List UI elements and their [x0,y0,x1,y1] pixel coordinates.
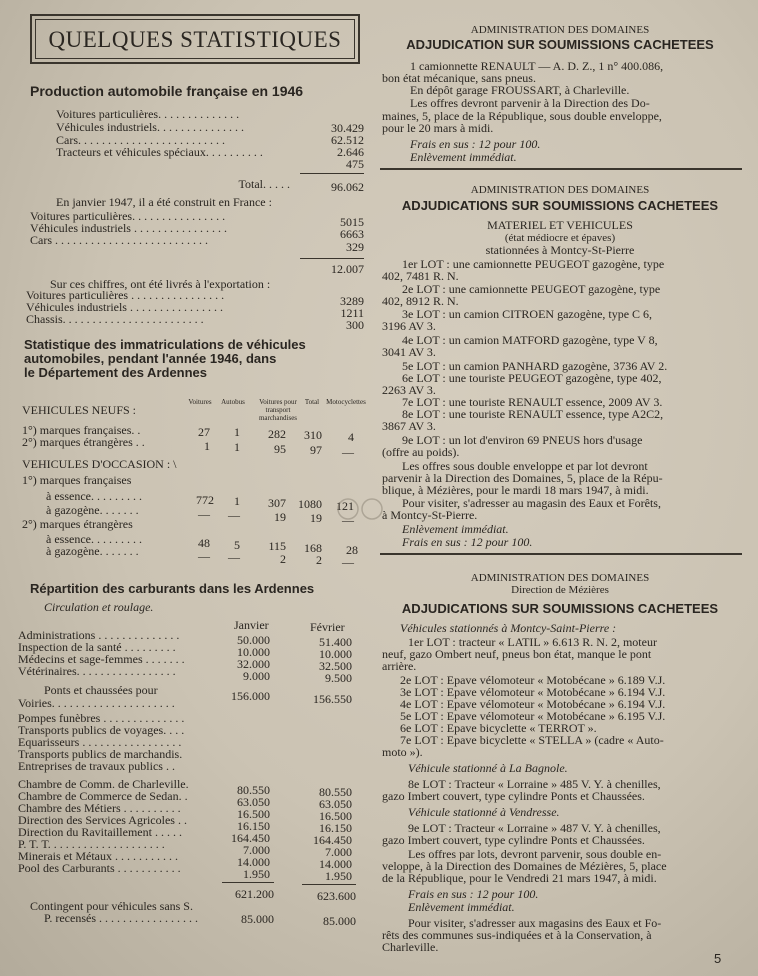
ad2-line: (offre au poids). [382,445,460,459]
carburants-cell: 80.550 [319,785,352,799]
ad3-line: 7e LOT : Epave bicyclette « STELLA » (cadre « Auto- [400,733,664,747]
ad1-line: maines, 5, place de la République, sous double enveloppe, [382,109,662,123]
ad1-line: pour le 20 mars à midi. [382,121,494,135]
carburants-row-label: Minerais et Métaux . . . . . . . . . . . [18,849,178,863]
carburants-row-label: Voiries. . . . . . . . . . . . . . . . . . . . . [18,696,175,710]
carburants-row-label: Transports publics de voyages. . . . [18,723,185,737]
production-row-value: 30.429 [331,121,364,135]
immat-cell: 1 [234,425,240,439]
ad2-line: 3041 AV 3. [382,345,436,359]
immat-heading-line: Statistique des immatriculations de véhicules [24,337,306,352]
page-number: 5 [714,951,722,966]
immat-col-header: Motocyclettes [326,398,366,406]
ad1-line: Les offres devront parvenir à la Direction des Do- [410,96,650,110]
carburants-heading: Répartition des carburants dans les Ardennes [30,581,315,596]
ad2-line: 1er LOT : une camionnette PEUGEOT gazogène, type [402,257,665,271]
contingent-jan: 85.000 [241,912,274,926]
carburants-row-label: Direction des Services Agricoles . . [18,813,187,827]
ad3-line: Charleville. [382,940,439,954]
ad2-enlevement: Enlèvement immédiat. [402,522,509,536]
immat-cell: 1 [234,494,240,508]
ad1-line: 1 camionnette RENAULT — A. D. Z., 1 n° 400.086, [410,59,664,73]
immat-occ-et-label: 2°) marques étrangères [22,517,133,531]
ad2-line: parvenir à la Direction des Domaines, 5, place de la Répu- [382,471,663,485]
ad3-frais: Frais en sus : 12 pour 100. [408,887,539,901]
ad2-line: 2e LOT : une camionnette PEUGEOT gazogène, type [402,282,661,296]
carburants-cell: 7.000 [243,843,270,857]
production-total-rule [300,173,364,174]
january-row-label: Véhicules industriels . . . . . . . . . . . . . . . . [30,221,227,235]
carburants-cell: 63.050 [319,797,352,811]
january-row-value: 329 [346,240,364,254]
page-title: QUELQUES STATISTIQUES [48,27,342,52]
ad3-sub1: Véhicules stationnés à Montcy-Saint-Pierre : [400,621,617,635]
immat-col-header: Autobus [221,398,245,406]
immat-col-header: Voitures pour transport marchandises [258,398,298,422]
ad3-sub2: Véhicule stationné à La Bagnole. [408,761,568,775]
ad3-line: 4e LOT : Epave vélomoteur « Motobécane » 6.194 V.J. [400,697,666,711]
january-row-value: 5015 [340,215,364,229]
production-total-value: 96.062 [331,180,364,194]
ad2-line: 4e LOT : un camion MATFORD gazogène, type V 8, [402,333,658,347]
ad2-heading: ADJUDICATIONS SUR SOUMISSIONS CACHETEES [401,198,719,213]
ad1-separator [380,168,742,170]
ad2-line: 9e LOT : un lot d'environ 69 PNEUS hors d'usage [402,433,643,447]
ad2-line: 3e LOT : un camion CITROEN gazogène, type C 6, [402,307,653,321]
immat-cell: 95 [274,442,286,456]
ad2-line: 8e LOT : une touriste RENAULT essence, type A2C2, [402,407,664,421]
immat-cell: 121 [336,499,354,513]
immat-cell: — [342,513,354,527]
carburants-cell: 164.450 [231,831,270,845]
carburants-sum-rule-feb [302,884,356,885]
export-row-value: 300 [346,318,364,332]
carburants-row-label: Vétérinaires. . . . . . . . . . . . . . . . . [18,664,176,678]
production-row-value: 2.646 [337,145,364,159]
ad2-line: 402, 8912 R. N. [382,294,459,308]
stamp-watermark-icon [335,496,387,522]
title-box [30,14,360,64]
carburants-row-label: Médecins et sage-femmes . . . . . . . [18,652,185,666]
carburants-row-label: Pool des Carburants . . . . . . . . . . . [18,861,181,875]
carburants-cell: 16.500 [237,807,270,821]
carburants-cell: 14.000 [319,857,352,871]
immat-cell: 19 [310,511,322,525]
ad1-line: bon état mécanique, sans pneus. [382,71,536,85]
ad3-sub3: Véhicule stationné à Vendresse. [408,805,560,819]
export-row-label: Véhicules industriels . . . . . . . . . . . . . . . . [26,300,223,314]
carburants-row-label: Entreprises de travaux publics . . [18,759,175,773]
carburants-row-label: Chambre des Métiers . . . . . . . . . . [18,801,181,815]
ad2-sub1: MATERIEL ET VEHICULES [487,218,633,232]
export-intro: Sur ces chiffres, ont été livrés à l'exportation : [50,277,271,291]
export-row-value: 1211 [340,306,364,320]
immat-cell: 1080 [298,497,322,511]
immat-cell: 282 [268,427,286,441]
ad2-line: 3196 AV 3. [382,319,436,333]
immat-row-label: à essence. . . . . . . . . [46,532,142,546]
ad2-frais: Frais en sus : 12 pour 100. [402,535,533,549]
immat-col-header: Voitures [188,398,212,406]
ad3-line: rêts des communes sus-indiquées et à la Conservation, à [382,928,652,942]
production-row-value: 62.512 [331,133,364,147]
production-row-label: Voitures particulières. . . . . . . . . . . . . . [56,107,240,121]
ad2-line: 3867 AV 3. [382,419,436,433]
carburants-cell: 1.950 [243,867,270,881]
carburants-cell: 16.150 [237,819,270,833]
immat-cell: — [228,508,240,522]
ad1-admin: ADMINISTRATION DES DOMAINES [470,24,650,36]
carburants-cell: 63.050 [237,795,270,809]
carburants-row-label: Pompes funèbres . . . . . . . . . . . . . . [18,711,185,725]
immat-cell: 1 [204,439,210,453]
carburants-sum-jan: 621.200 [235,887,274,901]
production-row-label: Véhicules industriels. . . . . . . . . . . . . . . [56,120,244,134]
carburants-cell: 16.500 [319,809,352,823]
immat-occ-fr-label: 1°) marques françaises [22,473,132,487]
immat-heading-line: automobiles, pendant l'année 1946, dans [24,351,277,366]
carburants-sum-rule-jan [222,882,274,883]
carburants-cell: 32.000 [237,657,270,671]
ad3-line: gazo Imbert couvert, type cylindre Ponts et Chaussées. [382,833,645,847]
immat-cell: 2 [280,552,286,566]
ad3-sub-admin: Direction de Mézières [511,584,609,596]
ad2-line: 7e LOT : une touriste RENAULT essence, 2009 AV 3. [402,395,663,409]
immat-neufs-label: VEHICULES NEUFS : [22,403,137,417]
ad3-admin: ADMINISTRATION DES DOMAINES [470,572,650,584]
ad2-line: 6e LOT : une touriste PEUGEOT gazogène, type 402, [402,371,662,385]
carburants-cell: 156.550 [313,692,352,706]
immat-cell: 97 [310,443,322,457]
immat-cell: 772 [196,493,214,507]
carburants-cell: 1.950 [325,869,352,883]
ad2-admin: ADMINISTRATION DES DOMAINES [470,184,650,196]
carburants-cell: 14.000 [237,855,270,869]
immat-cell: — [198,507,210,521]
ad3-heading: ADJUDICATIONS SUR SOUMISSIONS CACHETEES [401,601,719,616]
ad3-line: 3e LOT : Epave vélomoteur « Motobécane » 6.194 V.J. [400,685,666,699]
carburants-cell: 10.000 [319,647,352,661]
immat-row-label: 1°) marques françaises. . [22,423,141,437]
immat-row-label: à essence. . . . . . . . . [46,489,142,503]
production-heading: Production automobile française en 1946 [30,83,304,99]
ad2-line: blique, à Mézières, pour le mardi 18 mars 1947, à midi. [382,483,649,497]
ad2-line: 402, 7481 R. N. [382,269,459,283]
ad3-line: arrière. [382,659,417,673]
carburants-sum-feb: 623.600 [317,889,356,903]
ad3-line: neuf, gazo Ombert neuf, pneus bon état, manque le pont [382,647,652,661]
ad3-line: 9e LOT : Tracteur « Lorraine » 487 V. Y. à chenilles, [408,821,661,835]
ad2-separator [380,553,742,555]
ad3-line: 6e LOT : Epave bicyclette « TERROT ». [400,721,597,735]
export-row-label: Chassis. . . . . . . . . . . . . . . . . . . . . . . . [26,312,204,326]
carburants-cell: 50.000 [237,633,270,647]
carburants-row-label: Inspection de la santé . . . . . . . . . [18,640,176,654]
january-row-label: Cars . . . . . . . . . . . . . . . . . . . . . . . . . . [30,233,208,247]
immat-cell: 48 [198,536,210,550]
ad3-line: Pour visiter, s'adresser aux magasins des Eaux et Fo- [408,916,662,930]
ad3-line: 5e LOT : Epave vélomoteur « Motobécane » 6.195 V.J. [400,709,666,723]
immat-cell: — [342,445,354,459]
ad3-line: 2e LOT : Epave vélomoteur « Motobécane » 6.189 V.J. [400,673,666,687]
carburants-cell: 156.000 [231,689,270,703]
carburants-row-label: Equarisseurs . . . . . . . . . . . . . . . . . [18,735,182,749]
immat-cell: 307 [268,496,286,510]
ad2-line: 5e LOT : un camion PANHARD gazogène, 3736 AV 2. [402,359,668,373]
ad1-line: En dépôt garage FROUSSART, à Charleville. [410,83,630,97]
export-row-value: 3289 [340,294,364,308]
immat-cell: 1 [234,440,240,454]
january-row-label: Voitures particulières. . . . . . . . . . . . . . . . [30,209,226,223]
export-row-label: Voitures particulières . . . . . . . . . . . . . . . . [26,288,225,302]
immat-cell: 5 [234,538,240,552]
ad2-line: Pour visiter, s'adresser au magasin des Eaux et Forêts, [402,496,661,510]
ad3-line: moto »). [382,745,423,759]
carburants-row-label: Transports publics de marchandis. [18,747,183,761]
production-row-value: 475 [346,157,364,171]
january-total-rule [300,258,364,259]
ad3-line: Les offres par lots, devront parvenir, sous double en- [408,847,662,861]
contingent-line: Contingent pour véhicules sans S. [30,899,193,913]
contingent-feb: 85.000 [323,914,356,928]
ad2-line: Les offres sous double enveloppe et par lot devront [402,459,648,473]
carburants-cell: 164.450 [313,833,352,847]
ad3-line: gazo Imbert couvert, type cylindre Ponts et Chaussées. [382,789,645,803]
immat-cell: — [342,555,354,569]
immat-cell: — [198,549,210,563]
carburants-cell: 16.150 [319,821,352,835]
carburants-cell: 80.550 [237,783,270,797]
carburants-cell: 51.400 [319,635,352,649]
ad1-enlevement: Enlèvement immédiat. [410,150,517,164]
ad1-heading: ADJUDICATION SUR SOUMISSIONS CACHETEES [406,37,714,52]
immat-cell: 27 [198,425,210,439]
carburants-cell: 32.500 [319,659,352,673]
ad3-line: 8e LOT : Tracteur « Lorraine » 485 V. Y. à chenilles, [408,777,661,791]
carburants-row-label: Chambre de Comm. de Charleville. [18,777,189,791]
ad3-line: veloppe, à la Direction des Domaines de Mézières, 5, place [382,859,667,873]
contingent-line: P. recensés . . . . . . . . . . . . . . . . . [44,911,198,925]
carburants-cell: 9.000 [243,669,270,683]
ad2-sub3: stationnées à Montcy-St-Pierre [485,243,635,257]
january-total-value: 12.007 [331,262,364,276]
immat-cell: 310 [304,428,322,442]
ad1-frais: Frais en sus : 12 pour 100. [410,137,541,151]
january-intro: En janvier 1947, il a été construit en France : [56,195,272,209]
ad2-line: à Montcy-St-Pierre. [382,508,478,522]
carburants-row-label: Administrations . . . . . . . . . . . . . . [18,628,180,642]
carburants-row-label: Ponts et chaussées pour [44,683,158,697]
immat-cell: 4 [348,430,354,444]
ad2-sub2: (état médiocre et épaves) [504,232,616,244]
production-row-label: Cars. . . . . . . . . . . . . . . . . . . . . . . . . [56,133,225,147]
immat-row-label: à gazogène. . . . . . . [46,544,139,558]
carburants-cell: 10.000 [237,645,270,659]
immat-row-label: 2°) marques étrangères . . [22,435,145,449]
carburants-subheading: Circulation et roulage. [44,600,154,614]
january-row-value: 6663 [340,227,364,241]
ad3-line: de la République, pour le Vendredi 21 mars 1947, à midi. [382,871,657,885]
carburants-col-february: Février [310,620,345,634]
ad3-enlevement: Enlèvement immédiat. [408,900,515,914]
immat-occasion-label: VEHICULES D'OCCASION : \ [22,457,177,471]
ad2-line: 2263 AV 3. [382,383,436,397]
carburants-row-label: Direction du Ravitaillement . . . . . [18,825,182,839]
carburants-cell: 9.500 [325,671,352,685]
carburants-col-january: Janvier [234,618,269,632]
immat-cell: 115 [268,539,286,553]
immat-cell: — [228,550,240,564]
immat-col-header: Total [304,398,320,406]
ad3-line: 1er LOT : tracteur « LATIL » 6.613 R. N. 2, moteur [408,635,657,649]
immat-cell: 168 [304,541,322,555]
immat-heading-line: le Département des Ardennes [24,365,208,380]
carburants-row-label: P. T. T. . . . . . . . . . . . . . . . . . . . [18,837,165,851]
carburants-row-label: Chambre de Commerce de Sedan. . [18,789,188,803]
immat-row-label: à gazogène. . . . . . . [46,503,139,517]
production-row-label: Tracteurs et véhicules spéciaux. . . . . . . . . . [56,145,263,159]
immat-cell: 2 [316,553,322,567]
immat-cell: 19 [274,510,286,524]
production-total-label: Total. . . . . [238,177,290,191]
carburants-cell: 7.000 [325,845,352,859]
immat-cell: 28 [346,543,358,557]
